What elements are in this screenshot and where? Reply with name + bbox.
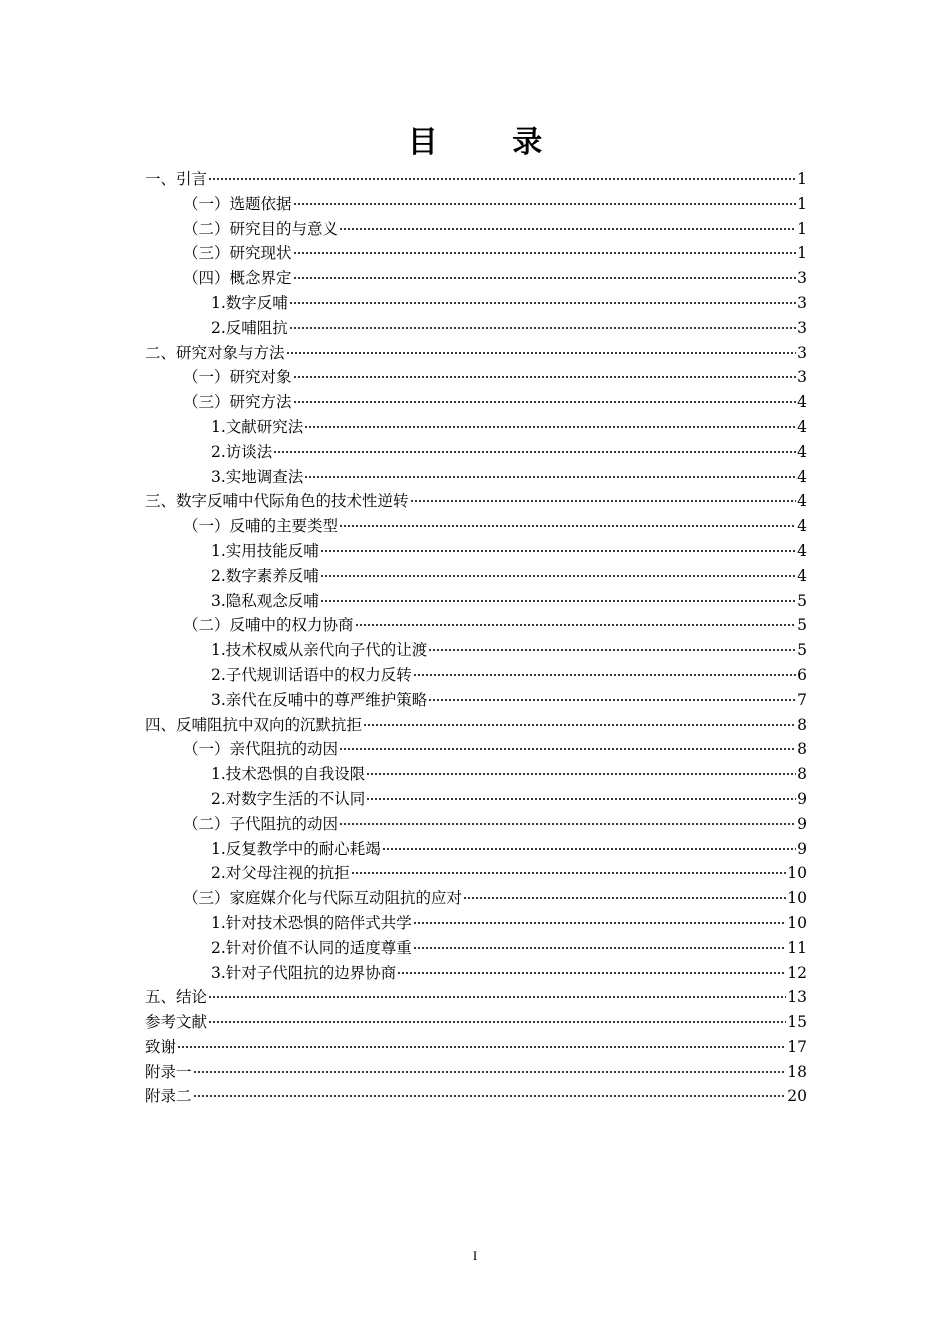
toc-entry-page: 5	[797, 616, 807, 635]
toc-entry-label: 3.针对子代阻抗的边界协商	[211, 963, 397, 982]
toc-entry-page: 4	[797, 467, 807, 486]
toc-entry[interactable]	[145, 713, 807, 738]
toc-entry-page: 7	[797, 690, 807, 709]
toc-entry-label: 1.实用技能反哺	[211, 541, 319, 560]
dot-leader	[339, 227, 796, 231]
toc-entry[interactable]	[145, 291, 807, 316]
toc-entry-page: 11	[787, 938, 807, 957]
toc-entry[interactable]	[145, 266, 807, 291]
dot-leader	[339, 822, 796, 826]
toc-entry[interactable]	[145, 1060, 807, 1085]
dot-leader	[355, 623, 797, 627]
dot-leader	[304, 425, 796, 429]
toc-entry-label: 2.针对价值不认同的适度尊重	[211, 938, 412, 957]
toc-entry[interactable]	[145, 564, 807, 589]
dot-leader	[320, 574, 796, 578]
toc-entry-label: （二）子代阻抗的动因	[183, 814, 339, 833]
toc-entry-page: 4	[797, 417, 807, 436]
dot-leader	[410, 499, 797, 503]
dot-leader	[293, 276, 797, 280]
toc-entry[interactable]	[145, 316, 807, 341]
toc-entry-label: （一）亲代阻抗的动因	[183, 740, 339, 759]
toc-entry-page: 4	[797, 566, 807, 585]
dot-leader	[366, 797, 796, 801]
dot-leader	[413, 946, 786, 950]
toc-entry[interactable]	[145, 390, 807, 415]
toc-entry-label: （三）研究现状	[183, 244, 292, 263]
page-title: 目 录	[407, 125, 575, 160]
toc-entry-page: 5	[797, 591, 807, 610]
toc-entry-label: 3.隐私观念反哺	[211, 591, 319, 610]
toc-entry[interactable]	[145, 589, 807, 614]
toc-entry-page: 1	[797, 244, 807, 263]
toc-entry[interactable]	[145, 812, 807, 837]
toc-entry-page: 17	[787, 1037, 807, 1056]
dot-leader	[366, 772, 796, 776]
toc-entry-label: （四）概念界定	[183, 269, 292, 288]
toc-entry[interactable]	[145, 192, 807, 217]
dot-leader	[193, 1094, 787, 1098]
toc-entry[interactable]	[145, 911, 807, 936]
dot-leader	[382, 847, 796, 851]
toc-entry[interactable]	[145, 514, 807, 539]
toc-entry-label: 1.针对技术恐惧的陪伴式共学	[211, 913, 412, 932]
dot-leader	[293, 202, 797, 206]
toc-entry-page: 10	[787, 889, 807, 908]
toc-entry-page: 4	[797, 492, 807, 511]
toc-entry-label: （一）反哺的主要类型	[183, 517, 339, 536]
page-number: I	[472, 1248, 478, 1263]
dot-leader	[304, 475, 796, 479]
toc-entry-page: 8	[797, 740, 807, 759]
toc-entry-page: 4	[797, 517, 807, 536]
toc-entry[interactable]	[145, 217, 807, 242]
toc-entry[interactable]	[145, 365, 807, 390]
dot-leader	[289, 326, 796, 330]
toc-entry-label: 2.反哺阻抗	[211, 318, 288, 337]
toc-entry[interactable]	[145, 1084, 807, 1109]
toc-entry[interactable]	[145, 465, 807, 490]
dot-leader	[397, 971, 786, 975]
toc-entry[interactable]	[145, 961, 807, 986]
dot-leader	[193, 1070, 787, 1074]
toc-entry-label: 2.对数字生活的不认同	[211, 789, 366, 808]
toc-entry-page: 1	[797, 219, 807, 238]
toc-entry-label: 3.实地调查法	[211, 467, 304, 486]
toc-entry-label: 三、数字反哺中代际角色的技术性逆转	[145, 492, 409, 511]
dot-leader	[293, 251, 797, 255]
toc-entry-label: 3.亲代在反哺中的尊严维护策略	[211, 690, 428, 709]
toc-entry-page: 9	[797, 839, 807, 858]
toc-entry-page: 9	[797, 789, 807, 808]
toc-entry-label: 1.反复教学中的耐心耗竭	[211, 839, 381, 858]
dot-leader	[463, 896, 786, 900]
toc-entry[interactable]	[145, 787, 807, 812]
toc-entry-label: （二）研究目的与意义	[183, 219, 339, 238]
toc-entry-label: 1.数字反哺	[211, 293, 288, 312]
toc-entry-label: 2.数字素养反哺	[211, 566, 319, 585]
toc-entry-label: （三）家庭媒介化与代际互动阻抗的应对	[183, 889, 463, 908]
dot-leader	[177, 1045, 786, 1049]
dot-leader	[289, 301, 796, 305]
toc-entry-label: 2.子代规训话语中的权力反转	[211, 665, 412, 684]
toc-entry-page: 4	[797, 541, 807, 560]
toc-entry-label: 1.文献研究法	[211, 417, 304, 436]
toc-entry[interactable]	[145, 861, 807, 886]
dot-leader	[339, 747, 796, 751]
toc-entry-page: 8	[797, 765, 807, 784]
dot-leader	[413, 921, 786, 925]
dot-leader	[286, 351, 797, 355]
toc-entry-page: 1	[797, 170, 807, 188]
toc-entry[interactable]	[145, 985, 807, 1010]
toc-entry-page: 13	[787, 988, 807, 1007]
toc-entry-page: 9	[797, 814, 807, 833]
dot-leader	[208, 1020, 786, 1024]
toc-entry-page: 10	[787, 864, 807, 883]
toc-entry[interactable]	[145, 241, 807, 266]
toc-entry[interactable]	[145, 837, 807, 862]
toc-entry-page: 18	[787, 1062, 807, 1081]
toc-entry-page: 4	[797, 393, 807, 412]
dot-leader	[351, 871, 786, 875]
toc-entry-label: 2.对父母注视的抗拒	[211, 864, 350, 883]
toc-entry[interactable]	[145, 613, 807, 638]
toc-entry-page: 12	[787, 963, 807, 982]
toc-entry-label: 四、反哺阻抗中双向的沉默抗拒	[145, 715, 363, 734]
dot-leader	[273, 450, 796, 454]
toc-entry[interactable]	[145, 539, 807, 564]
toc-entry-page: 3	[797, 343, 807, 362]
toc-entry-page: 3	[797, 318, 807, 337]
toc-entry-label: 附录二	[145, 1087, 192, 1106]
toc-entry[interactable]	[145, 638, 807, 663]
toc-entry[interactable]	[145, 440, 807, 465]
dot-leader	[339, 524, 796, 528]
toc-entry[interactable]	[145, 415, 807, 440]
dot-leader	[208, 177, 796, 181]
dot-leader	[413, 673, 796, 677]
toc-entry-page: 1	[797, 194, 807, 213]
toc-entry-page: 20	[787, 1087, 807, 1106]
toc-entry[interactable]	[145, 688, 807, 713]
toc-entry-label: 2.访谈法	[211, 442, 273, 461]
toc-entry-page: 5	[797, 641, 807, 660]
dot-leader	[320, 599, 796, 603]
toc-entry-page: 4	[797, 442, 807, 461]
toc-entry[interactable]	[145, 489, 807, 514]
toc-entry-page: 3	[797, 269, 807, 288]
dot-leader	[363, 723, 796, 727]
toc-entry-page: 3	[797, 293, 807, 312]
toc-entry-label: 五、结论	[145, 988, 208, 1007]
toc-entry[interactable]	[145, 762, 807, 787]
toc-entry-label: 1.技术权威从亲代向子代的让渡	[211, 641, 428, 660]
dot-leader	[293, 375, 797, 379]
dot-leader	[428, 698, 796, 702]
toc-entry[interactable]	[145, 737, 807, 762]
toc-entry-label: 一、引言	[145, 170, 208, 188]
toc-entry-label: 致谢	[145, 1037, 177, 1056]
toc-entry[interactable]	[145, 936, 807, 961]
toc-entry-label: （三）研究方法	[183, 393, 292, 412]
dot-leader	[320, 549, 796, 553]
toc-entry-page: 15	[787, 1013, 807, 1032]
toc-entry[interactable]	[145, 886, 807, 911]
toc-entry-label: 1.技术恐惧的自我设限	[211, 765, 366, 784]
toc-entry-label: （二）反哺中的权力协商	[183, 616, 354, 635]
dot-leader	[428, 648, 796, 652]
dot-leader	[208, 995, 786, 999]
toc-entry-page: 3	[797, 368, 807, 387]
toc-entry[interactable]	[145, 167, 807, 192]
toc-entry-page: 8	[797, 715, 807, 734]
toc-entry[interactable]	[145, 1010, 807, 1035]
toc-entry-label: （一）研究对象	[183, 368, 292, 387]
toc-entry-page: 10	[787, 913, 807, 932]
toc-entry[interactable]	[145, 341, 807, 366]
toc-entry-label: 参考文献	[145, 1013, 208, 1032]
toc-entry-page: 6	[797, 665, 807, 684]
table-of-contents	[145, 167, 807, 1109]
toc-entry-label: 附录一	[145, 1062, 192, 1081]
toc-entry[interactable]	[145, 1035, 807, 1060]
toc-entry-label: （一）选题依据	[183, 194, 292, 213]
toc-entry-label: 二、研究对象与方法	[145, 343, 285, 362]
toc-entry[interactable]	[145, 663, 807, 688]
dot-leader	[293, 400, 797, 404]
